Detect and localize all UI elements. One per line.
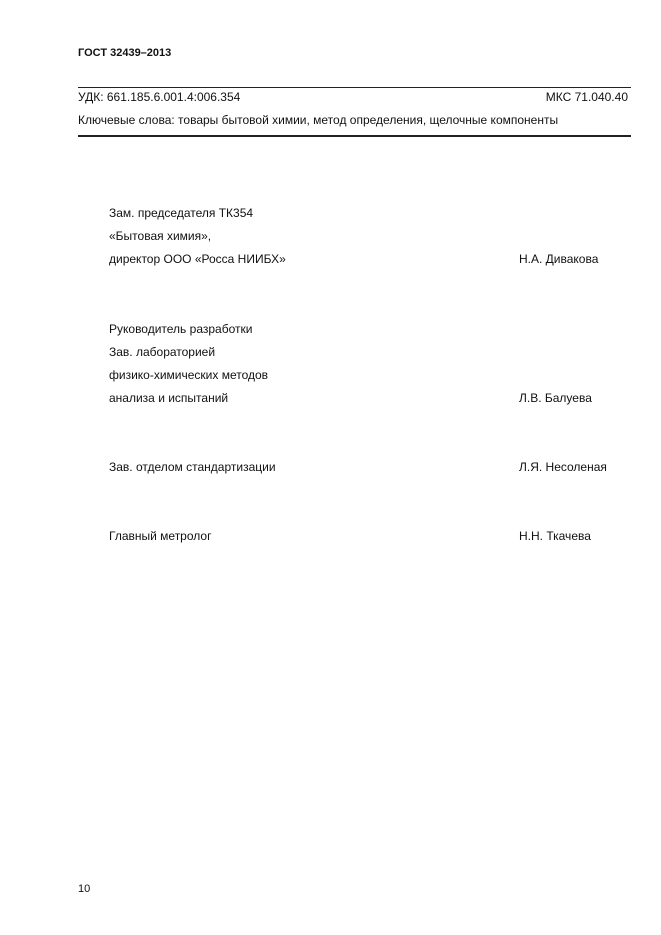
signature-role-line: Зав. отделом стандартизации	[109, 460, 276, 474]
signature-role-line: физико-химических методов	[109, 368, 269, 382]
header-rule-top	[78, 87, 631, 88]
signature-role-line: Руководитель разработки	[109, 322, 253, 336]
udk-code: УДК: 661.185.6.001.4:006.354	[78, 90, 241, 104]
header-rule-bottom	[78, 135, 631, 137]
signature-name: Н.Н. Ткачева	[519, 529, 591, 543]
signature-role-line: Главный метролог	[109, 529, 212, 543]
signature-role-line: анализа и испытаний	[109, 391, 229, 405]
page-number: 10	[78, 883, 91, 895]
signature-role-line: «Бытовая химия»,	[109, 229, 212, 243]
mks-code: МКС 71.040.40	[545, 90, 628, 104]
signature-role-line: директор ООО «Росса НИИБХ»	[109, 252, 286, 266]
signature-role-line: Зав. лабораторией	[109, 345, 216, 359]
signature-name: Л.В. Балуева	[519, 391, 592, 405]
signature-name: Н.А. Дивакова	[519, 252, 599, 266]
signature-name: Л.Я. Несоленая	[519, 460, 607, 474]
standard-code: ГОСТ 32439–2013	[78, 47, 172, 59]
signature-role-line: Зам. председателя ТК354	[109, 206, 254, 220]
keywords-line: Ключевые слова: товары бытовой химии, метод определения, щелочные компоненты	[78, 113, 559, 127]
